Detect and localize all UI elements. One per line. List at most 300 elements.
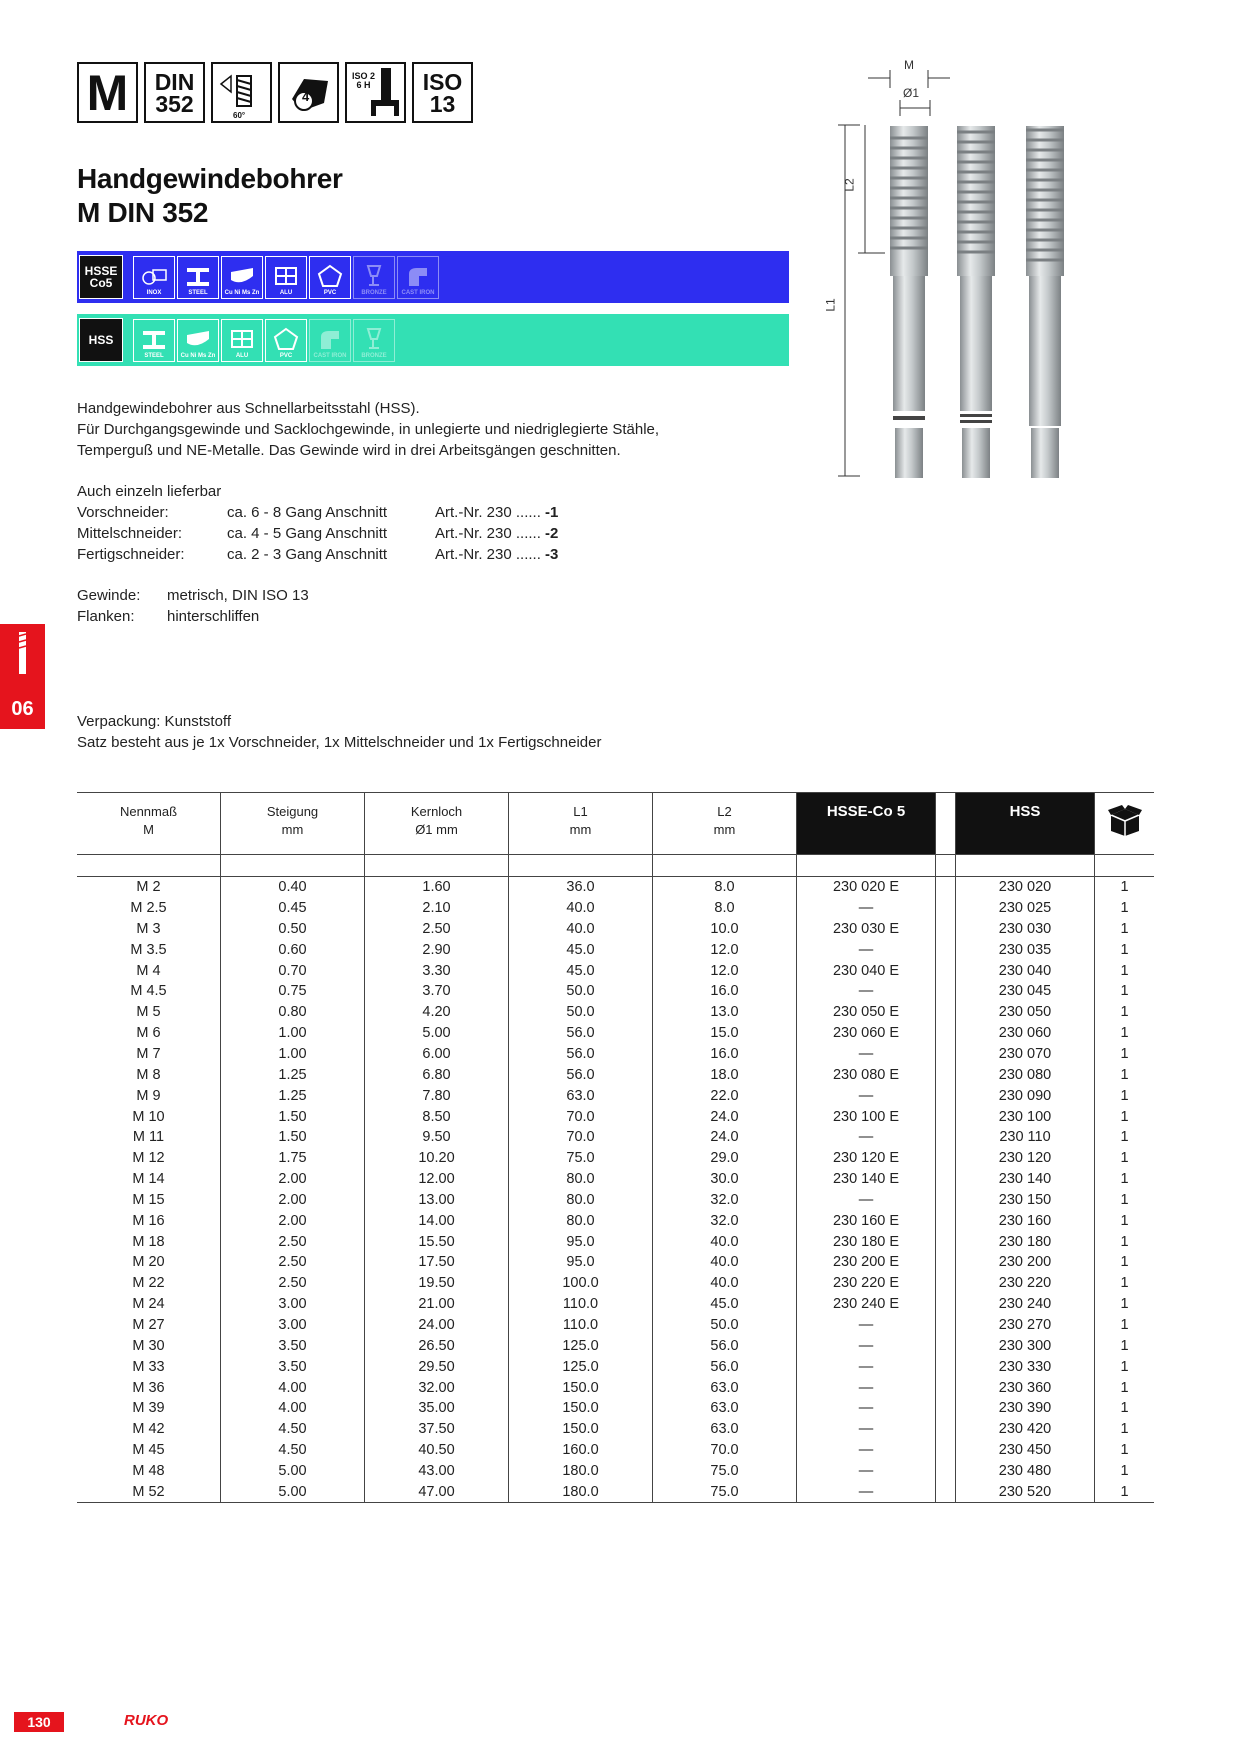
table-row bbox=[77, 876, 1154, 897]
tap-set-image bbox=[823, 58, 1080, 488]
cell-steigung: 1.50 bbox=[221, 1127, 365, 1148]
din-standard-icon: DIN 352 bbox=[144, 62, 205, 123]
single-row-1: Vorschneider: ca. 6 - 8 Gang Anschnitt Art.-Nr. 230 ...... -1 bbox=[77, 504, 559, 521]
cell-l2: 56.0 bbox=[653, 1335, 797, 1356]
cell-nennmass: M 36 bbox=[132, 1379, 165, 1396]
cell-l1: 180.0 bbox=[509, 1460, 653, 1481]
cell-nennmass: M 48 bbox=[132, 1462, 165, 1479]
cell-hsse-co5: 230 200 E bbox=[797, 1252, 936, 1273]
cell-qty: 1 bbox=[1095, 1169, 1155, 1190]
cell-l1: 45.0 bbox=[509, 939, 653, 960]
cell-kernloch: 10.20 bbox=[365, 1148, 509, 1169]
cell-l2: 40.0 bbox=[653, 1273, 797, 1294]
table-row bbox=[77, 1023, 1154, 1044]
material-cast-iron-icon: CAST IRON bbox=[309, 319, 351, 362]
cell-qty: 1 bbox=[1095, 1231, 1155, 1252]
cell-nennmass: M 39 bbox=[132, 1400, 165, 1417]
table-row bbox=[77, 1169, 1154, 1190]
cell-steigung: 1.25 bbox=[221, 1064, 365, 1085]
cell-gap bbox=[936, 898, 956, 919]
table-row bbox=[77, 1127, 1154, 1148]
table-row bbox=[77, 1356, 1154, 1377]
cell-nennmass: M 18 bbox=[132, 1233, 165, 1250]
cell-hss: 230 200 bbox=[956, 1252, 1095, 1273]
cell-hsse-co5: — bbox=[797, 1419, 936, 1440]
cell-kernloch: 43.00 bbox=[365, 1460, 509, 1481]
cell-steigung: 2.50 bbox=[221, 1252, 365, 1273]
cell-l1: 80.0 bbox=[509, 1190, 653, 1211]
cell-hss: 230 220 bbox=[956, 1273, 1095, 1294]
table-row bbox=[77, 1377, 1154, 1398]
cell-l2: 24.0 bbox=[653, 1106, 797, 1127]
cell-l1: 70.0 bbox=[509, 1106, 653, 1127]
cell-nennmass: M 20 bbox=[132, 1254, 165, 1271]
cell-gap bbox=[936, 1210, 956, 1231]
cell-qty: 1 bbox=[1095, 1106, 1155, 1127]
cell-nennmass: M 3.5 bbox=[130, 941, 167, 958]
cell-steigung: 0.50 bbox=[221, 919, 365, 940]
cell-l1: 40.0 bbox=[509, 898, 653, 919]
cell-l2: 45.0 bbox=[653, 1294, 797, 1315]
table-row bbox=[77, 981, 1154, 1002]
cell-kernloch: 21.00 bbox=[365, 1294, 509, 1315]
cell-nennmass: M 27 bbox=[132, 1316, 165, 1333]
cell-gap bbox=[936, 1315, 956, 1336]
cell-l1: 95.0 bbox=[509, 1252, 653, 1273]
cell-hss: 230 420 bbox=[956, 1419, 1095, 1440]
cell-qty: 1 bbox=[1095, 898, 1155, 919]
cell-nennmass: M 11 bbox=[132, 1129, 165, 1146]
cell-qty: 1 bbox=[1095, 1044, 1155, 1065]
cell-nennmass: M 7 bbox=[136, 1046, 161, 1063]
page-number: 130 bbox=[14, 1712, 64, 1732]
cell-qty: 1 bbox=[1095, 939, 1155, 960]
cell-hss: 230 140 bbox=[956, 1169, 1095, 1190]
cell-gap bbox=[936, 1377, 956, 1398]
cell-hss: 230 300 bbox=[956, 1335, 1095, 1356]
cell-gap bbox=[936, 939, 956, 960]
cell-steigung: 2.00 bbox=[221, 1190, 365, 1211]
cell-kernloch: 9.50 bbox=[365, 1127, 509, 1148]
cell-l2: 75.0 bbox=[653, 1481, 797, 1502]
table-row bbox=[77, 1294, 1154, 1315]
cell-l2: 50.0 bbox=[653, 1315, 797, 1336]
cell-l2: 32.0 bbox=[653, 1210, 797, 1231]
cell-l1: 150.0 bbox=[509, 1398, 653, 1419]
dim-l1-label: L1 bbox=[823, 298, 838, 312]
cell-gap bbox=[936, 1064, 956, 1085]
cell-hsse-co5: 230 100 E bbox=[797, 1106, 936, 1127]
cell-kernloch: 1.60 bbox=[365, 876, 509, 897]
cell-kernloch: 3.70 bbox=[365, 981, 509, 1002]
cell-hss: 230 020 bbox=[956, 876, 1095, 897]
cell-qty: 1 bbox=[1095, 919, 1155, 940]
cell-l2: 40.0 bbox=[653, 1252, 797, 1273]
cell-gap bbox=[936, 1127, 956, 1148]
table-row bbox=[77, 1315, 1154, 1336]
cell-steigung: 1.50 bbox=[221, 1106, 365, 1127]
table-row bbox=[77, 939, 1154, 960]
cell-hsse-co5: — bbox=[797, 1377, 936, 1398]
cell-l2: 12.0 bbox=[653, 960, 797, 981]
cell-steigung: 4.50 bbox=[221, 1419, 365, 1440]
material-cast-iron-icon: CAST IRON bbox=[397, 256, 439, 299]
table-row bbox=[77, 919, 1154, 940]
cell-gap bbox=[936, 1252, 956, 1273]
cell-kernloch: 6.00 bbox=[365, 1044, 509, 1065]
material-nonferrous-icon: Cu Ni Ms Zn bbox=[177, 319, 219, 362]
cell-steigung: 0.60 bbox=[221, 939, 365, 960]
cell-hsse-co5: — bbox=[797, 898, 936, 919]
table-row bbox=[77, 1044, 1154, 1065]
material-alu-icon: ALU bbox=[221, 319, 263, 362]
cell-qty: 1 bbox=[1095, 1440, 1155, 1461]
cell-qty: 1 bbox=[1095, 1460, 1155, 1481]
tap-chapter-icon bbox=[0, 624, 45, 684]
cell-l1: 63.0 bbox=[509, 1085, 653, 1106]
material-alu-icon: ALU bbox=[265, 256, 307, 299]
cell-nennmass: M 4.5 bbox=[130, 983, 167, 1000]
cell-gap bbox=[936, 1335, 956, 1356]
cell-kernloch: 7.80 bbox=[365, 1085, 509, 1106]
iso-tolerance-icon: ISO 2 6 H bbox=[345, 62, 406, 123]
cell-qty: 1 bbox=[1095, 1002, 1155, 1023]
cell-gap bbox=[936, 1231, 956, 1252]
cell-gap bbox=[936, 1294, 956, 1315]
cell-l1: 70.0 bbox=[509, 1127, 653, 1148]
table-row bbox=[77, 1252, 1154, 1273]
cell-gap bbox=[936, 1085, 956, 1106]
cell-steigung: 3.00 bbox=[221, 1294, 365, 1315]
cell-hsse-co5: — bbox=[797, 1315, 936, 1336]
cell-hss: 230 240 bbox=[956, 1294, 1095, 1315]
cell-qty: 1 bbox=[1095, 960, 1155, 981]
cell-hss: 230 160 bbox=[956, 1210, 1095, 1231]
cell-steigung: 4.00 bbox=[221, 1377, 365, 1398]
cell-hsse-co5: 230 050 E bbox=[797, 1002, 936, 1023]
cell-l2: 63.0 bbox=[653, 1398, 797, 1419]
cell-l2: 8.0 bbox=[653, 876, 797, 897]
cell-l2: 24.0 bbox=[653, 1127, 797, 1148]
cell-l2: 32.0 bbox=[653, 1190, 797, 1211]
cell-l1: 110.0 bbox=[509, 1315, 653, 1336]
cell-l2: 29.0 bbox=[653, 1148, 797, 1169]
cell-hsse-co5: 230 220 E bbox=[797, 1273, 936, 1294]
cell-hss: 230 035 bbox=[956, 939, 1095, 960]
single-availability: Auch einzeln lieferbar Vorschneider: ca. 6 - 8 Gang Anschnitt Art.-Nr. 230 ...... -1 Mittelschneider: ca. 4 - 5 Gang Anschnitt Art.-Nr. 230 ...... -2 Fertigschneider: ca. 2 - 3 Gang Anschnitt Art.-Nr. 230 ...... -3 bbox=[77, 481, 585, 565]
chapter-number: 06 bbox=[11, 698, 34, 720]
cell-l2: 8.0 bbox=[653, 898, 797, 919]
cell-l1: 36.0 bbox=[509, 876, 653, 897]
four-flute-icon: 4 bbox=[278, 62, 339, 123]
cell-qty: 1 bbox=[1095, 876, 1155, 897]
cell-hsse-co5: — bbox=[797, 1440, 936, 1461]
cell-qty: 1 bbox=[1095, 1190, 1155, 1211]
cell-kernloch: 47.00 bbox=[365, 1481, 509, 1502]
cell-steigung: 0.70 bbox=[221, 960, 365, 981]
cell-qty: 1 bbox=[1095, 1064, 1155, 1085]
cell-l1: 80.0 bbox=[509, 1210, 653, 1231]
header-icon-row bbox=[77, 62, 473, 123]
material-steel-icon: STEEL bbox=[177, 256, 219, 299]
cell-gap bbox=[936, 1002, 956, 1023]
material-nonferrous-icon: Cu Ni Ms Zn bbox=[221, 256, 263, 299]
single-row-3: Fertigschneider: ca. 2 - 3 Gang Anschnitt Art.-Nr. 230 ...... -3 bbox=[77, 546, 559, 563]
cell-hsse-co5: — bbox=[797, 1335, 936, 1356]
cell-qty: 1 bbox=[1095, 1356, 1155, 1377]
cell-steigung: 0.40 bbox=[221, 876, 365, 897]
cell-l1: 125.0 bbox=[509, 1335, 653, 1356]
cell-hss: 230 045 bbox=[956, 981, 1095, 1002]
cell-nennmass: M 16 bbox=[132, 1212, 165, 1229]
thread-angle-icon: 60° bbox=[211, 62, 272, 123]
cell-kernloch: 8.50 bbox=[365, 1106, 509, 1127]
cell-hss: 230 090 bbox=[956, 1085, 1095, 1106]
cell-l1: 150.0 bbox=[509, 1419, 653, 1440]
cell-hss: 230 110 bbox=[956, 1127, 1095, 1148]
cell-hss: 230 025 bbox=[956, 898, 1095, 919]
cell-qty: 1 bbox=[1095, 1315, 1155, 1336]
cell-nennmass: M 12 bbox=[132, 1150, 165, 1167]
cell-kernloch: 3.30 bbox=[365, 960, 509, 981]
col-steigung: Steigung mm bbox=[221, 793, 365, 855]
cell-hss: 230 060 bbox=[956, 1023, 1095, 1044]
material-pvc-icon: PVC bbox=[265, 319, 307, 362]
cell-kernloch: 17.50 bbox=[365, 1252, 509, 1273]
cell-hsse-co5: — bbox=[797, 1460, 936, 1481]
cell-l1: 125.0 bbox=[509, 1356, 653, 1377]
cell-nennmass: M 33 bbox=[132, 1358, 165, 1375]
cell-nennmass: M 15 bbox=[132, 1191, 165, 1208]
dim-m-label: M bbox=[904, 58, 914, 72]
cell-hsse-co5: — bbox=[797, 1190, 936, 1211]
cell-l2: 63.0 bbox=[653, 1377, 797, 1398]
cell-qty: 1 bbox=[1095, 1419, 1155, 1440]
page-title: Handgewindebohrer M DIN 352 bbox=[77, 163, 343, 228]
cell-hss: 230 050 bbox=[956, 1002, 1095, 1023]
chapter-tab bbox=[0, 624, 45, 729]
cell-l2: 63.0 bbox=[653, 1419, 797, 1440]
dim-d1-label: Ø1 bbox=[903, 86, 920, 100]
cell-hsse-co5: — bbox=[797, 981, 936, 1002]
hss-label: HSS bbox=[79, 318, 123, 362]
cell-l1: 56.0 bbox=[509, 1044, 653, 1065]
table-row bbox=[77, 1106, 1154, 1127]
cell-l2: 70.0 bbox=[653, 1440, 797, 1461]
cell-l2: 40.0 bbox=[653, 1231, 797, 1252]
cell-l1: 50.0 bbox=[509, 1002, 653, 1023]
cell-l1: 110.0 bbox=[509, 1294, 653, 1315]
cell-gap bbox=[936, 1481, 956, 1502]
cell-qty: 1 bbox=[1095, 1294, 1155, 1315]
cell-qty: 1 bbox=[1095, 1127, 1155, 1148]
cell-nennmass: M 8 bbox=[136, 1066, 161, 1083]
cell-gap bbox=[936, 1460, 956, 1481]
material-inox-icon: INOX bbox=[133, 256, 175, 299]
cell-hss: 230 390 bbox=[956, 1398, 1095, 1419]
material-pvc-icon: PVC bbox=[309, 256, 351, 299]
cell-kernloch: 12.00 bbox=[365, 1169, 509, 1190]
cell-gap bbox=[936, 1148, 956, 1169]
cell-gap bbox=[936, 919, 956, 940]
cell-nennmass: M 52 bbox=[132, 1483, 165, 1500]
cell-steigung: 4.00 bbox=[221, 1398, 365, 1419]
cell-hsse-co5: — bbox=[797, 1481, 936, 1502]
table-row bbox=[77, 1190, 1154, 1211]
cell-kernloch: 37.50 bbox=[365, 1419, 509, 1440]
cell-kernloch: 6.80 bbox=[365, 1064, 509, 1085]
table-row bbox=[77, 1210, 1154, 1231]
cell-steigung: 2.00 bbox=[221, 1210, 365, 1231]
cell-l1: 95.0 bbox=[509, 1231, 653, 1252]
cell-hsse-co5: 230 140 E bbox=[797, 1169, 936, 1190]
cell-hss: 230 480 bbox=[956, 1460, 1095, 1481]
col-l2: L2 mm bbox=[653, 793, 797, 855]
cell-l2: 10.0 bbox=[653, 919, 797, 940]
cell-hss: 230 040 bbox=[956, 960, 1095, 981]
cell-l2: 16.0 bbox=[653, 1044, 797, 1065]
cell-qty: 1 bbox=[1095, 1377, 1155, 1398]
cell-nennmass: M 2.5 bbox=[130, 900, 167, 917]
hsse-material-icons bbox=[133, 256, 439, 299]
cell-gap bbox=[936, 876, 956, 897]
col-l1: L1 mm bbox=[509, 793, 653, 855]
cell-l1: 50.0 bbox=[509, 981, 653, 1002]
material-bronze-icon: BRONZE bbox=[353, 256, 395, 299]
cell-nennmass: M 3 bbox=[136, 920, 161, 937]
hss-material-icons bbox=[133, 319, 395, 362]
cell-kernloch: 2.90 bbox=[365, 939, 509, 960]
cell-hss: 230 360 bbox=[956, 1377, 1095, 1398]
table-row bbox=[77, 1481, 1154, 1502]
cell-steigung: 0.75 bbox=[221, 981, 365, 1002]
spec-table bbox=[77, 792, 1154, 1503]
table-row bbox=[77, 1085, 1154, 1106]
cell-qty: 1 bbox=[1095, 1335, 1155, 1356]
cell-l1: 75.0 bbox=[509, 1148, 653, 1169]
table-row bbox=[77, 1398, 1154, 1419]
cell-hsse-co5: — bbox=[797, 1044, 936, 1065]
cell-steigung: 1.25 bbox=[221, 1085, 365, 1106]
table-row bbox=[77, 1002, 1154, 1023]
cell-l1: 45.0 bbox=[509, 960, 653, 981]
hsse-material-bar bbox=[77, 251, 789, 303]
cell-l2: 22.0 bbox=[653, 1085, 797, 1106]
cell-l2: 56.0 bbox=[653, 1356, 797, 1377]
cell-steigung: 1.75 bbox=[221, 1148, 365, 1169]
cell-nennmass: M 5 bbox=[136, 1004, 161, 1021]
cell-gap bbox=[936, 1440, 956, 1461]
cell-l1: 150.0 bbox=[509, 1377, 653, 1398]
table-row bbox=[77, 1064, 1154, 1085]
cell-hss: 230 030 bbox=[956, 919, 1095, 940]
table-row bbox=[77, 1460, 1154, 1481]
cell-kernloch: 35.00 bbox=[365, 1398, 509, 1419]
cell-gap bbox=[936, 1169, 956, 1190]
description: Handgewindebohrer aus Schnellarbeitsstahl (HSS). Für Durchgangsgewinde und Sacklochgewinde, in unlegierte und niedriglegierte Stähle, Temperguß und NE-Metalle. Das Gewinde wird in drei Arbeitsgängen geschnitten. bbox=[77, 400, 660, 459]
cell-hss: 230 070 bbox=[956, 1044, 1095, 1065]
cell-nennmass: M 22 bbox=[132, 1275, 165, 1292]
hsse-label: HSSE Co5 bbox=[79, 255, 123, 299]
cell-kernloch: 5.00 bbox=[365, 1023, 509, 1044]
cell-steigung: 1.00 bbox=[221, 1023, 365, 1044]
cell-gap bbox=[936, 1273, 956, 1294]
cell-hss: 230 270 bbox=[956, 1315, 1095, 1336]
col-nennmass: Nennmaß M bbox=[119, 804, 178, 837]
cell-gap bbox=[936, 1044, 956, 1065]
cell-kernloch: 24.00 bbox=[365, 1315, 509, 1336]
cell-hsse-co5: — bbox=[797, 939, 936, 960]
table-row bbox=[77, 1231, 1154, 1252]
cell-hsse-co5: 230 160 E bbox=[797, 1210, 936, 1231]
single-row-2: Mittelschneider: ca. 4 - 5 Gang Anschnitt Art.-Nr. 230 ...... -2 bbox=[77, 525, 559, 542]
metric-thread-icon: M bbox=[77, 62, 138, 123]
table-row bbox=[77, 1148, 1154, 1169]
cell-nennmass: M 4 bbox=[136, 962, 161, 979]
cell-steigung: 5.00 bbox=[221, 1481, 365, 1502]
cell-nennmass: M 2 bbox=[136, 879, 161, 896]
packaging-info: Verpackung: Kunststoff Satz besteht aus je 1x Vorschneider, 1x Mittelschneider und 1x Fertigschneider bbox=[77, 713, 602, 751]
cell-kernloch: 15.50 bbox=[365, 1231, 509, 1252]
cell-steigung: 3.50 bbox=[221, 1356, 365, 1377]
cell-hsse-co5: — bbox=[797, 1356, 936, 1377]
cell-kernloch: 4.20 bbox=[365, 1002, 509, 1023]
col-hss: HSS bbox=[956, 793, 1095, 855]
cell-qty: 1 bbox=[1095, 1398, 1155, 1419]
cell-kernloch: 2.10 bbox=[365, 898, 509, 919]
cell-steigung: 1.00 bbox=[221, 1044, 365, 1065]
cell-hss: 230 520 bbox=[956, 1481, 1095, 1502]
cell-hsse-co5: 230 020 E bbox=[797, 876, 936, 897]
cell-qty: 1 bbox=[1095, 1210, 1155, 1231]
cell-nennmass: M 14 bbox=[132, 1171, 165, 1188]
material-steel-icon: STEEL bbox=[133, 319, 175, 362]
iso-standard-icon: ISO 13 bbox=[412, 62, 473, 123]
cell-hsse-co5: 230 180 E bbox=[797, 1231, 936, 1252]
spec-list: Gewinde: metrisch, DIN ISO 13 Flanken: hinterschliffen bbox=[77, 587, 309, 625]
cell-hss: 230 330 bbox=[956, 1356, 1095, 1377]
package-box-icon bbox=[1108, 805, 1142, 837]
cell-steigung: 2.00 bbox=[221, 1169, 365, 1190]
cell-kernloch: 40.50 bbox=[365, 1440, 509, 1461]
cell-kernloch: 32.00 bbox=[365, 1377, 509, 1398]
cell-steigung: 0.45 bbox=[221, 898, 365, 919]
cell-kernloch: 14.00 bbox=[365, 1210, 509, 1231]
cell-l1: 56.0 bbox=[509, 1064, 653, 1085]
cell-hsse-co5: 230 040 E bbox=[797, 960, 936, 981]
table-row bbox=[77, 1440, 1154, 1461]
cell-gap bbox=[936, 1190, 956, 1211]
cell-gap bbox=[936, 1106, 956, 1127]
cell-l1: 160.0 bbox=[509, 1440, 653, 1461]
cell-hsse-co5: — bbox=[797, 1398, 936, 1419]
col-package bbox=[1095, 793, 1155, 855]
cell-l1: 56.0 bbox=[509, 1023, 653, 1044]
cell-hss: 230 100 bbox=[956, 1106, 1095, 1127]
cell-gap bbox=[936, 1356, 956, 1377]
cell-l2: 30.0 bbox=[653, 1169, 797, 1190]
cell-l2: 13.0 bbox=[653, 1002, 797, 1023]
cell-hsse-co5: — bbox=[797, 1127, 936, 1148]
cell-qty: 1 bbox=[1095, 1085, 1155, 1106]
cell-hsse-co5: 230 240 E bbox=[797, 1294, 936, 1315]
cell-steigung: 0.80 bbox=[221, 1002, 365, 1023]
cell-qty: 1 bbox=[1095, 1252, 1155, 1273]
cell-hsse-co5: 230 120 E bbox=[797, 1148, 936, 1169]
cell-steigung: 4.50 bbox=[221, 1440, 365, 1461]
cell-nennmass: M 42 bbox=[132, 1421, 165, 1438]
cell-nennmass: M 9 bbox=[136, 1087, 161, 1104]
